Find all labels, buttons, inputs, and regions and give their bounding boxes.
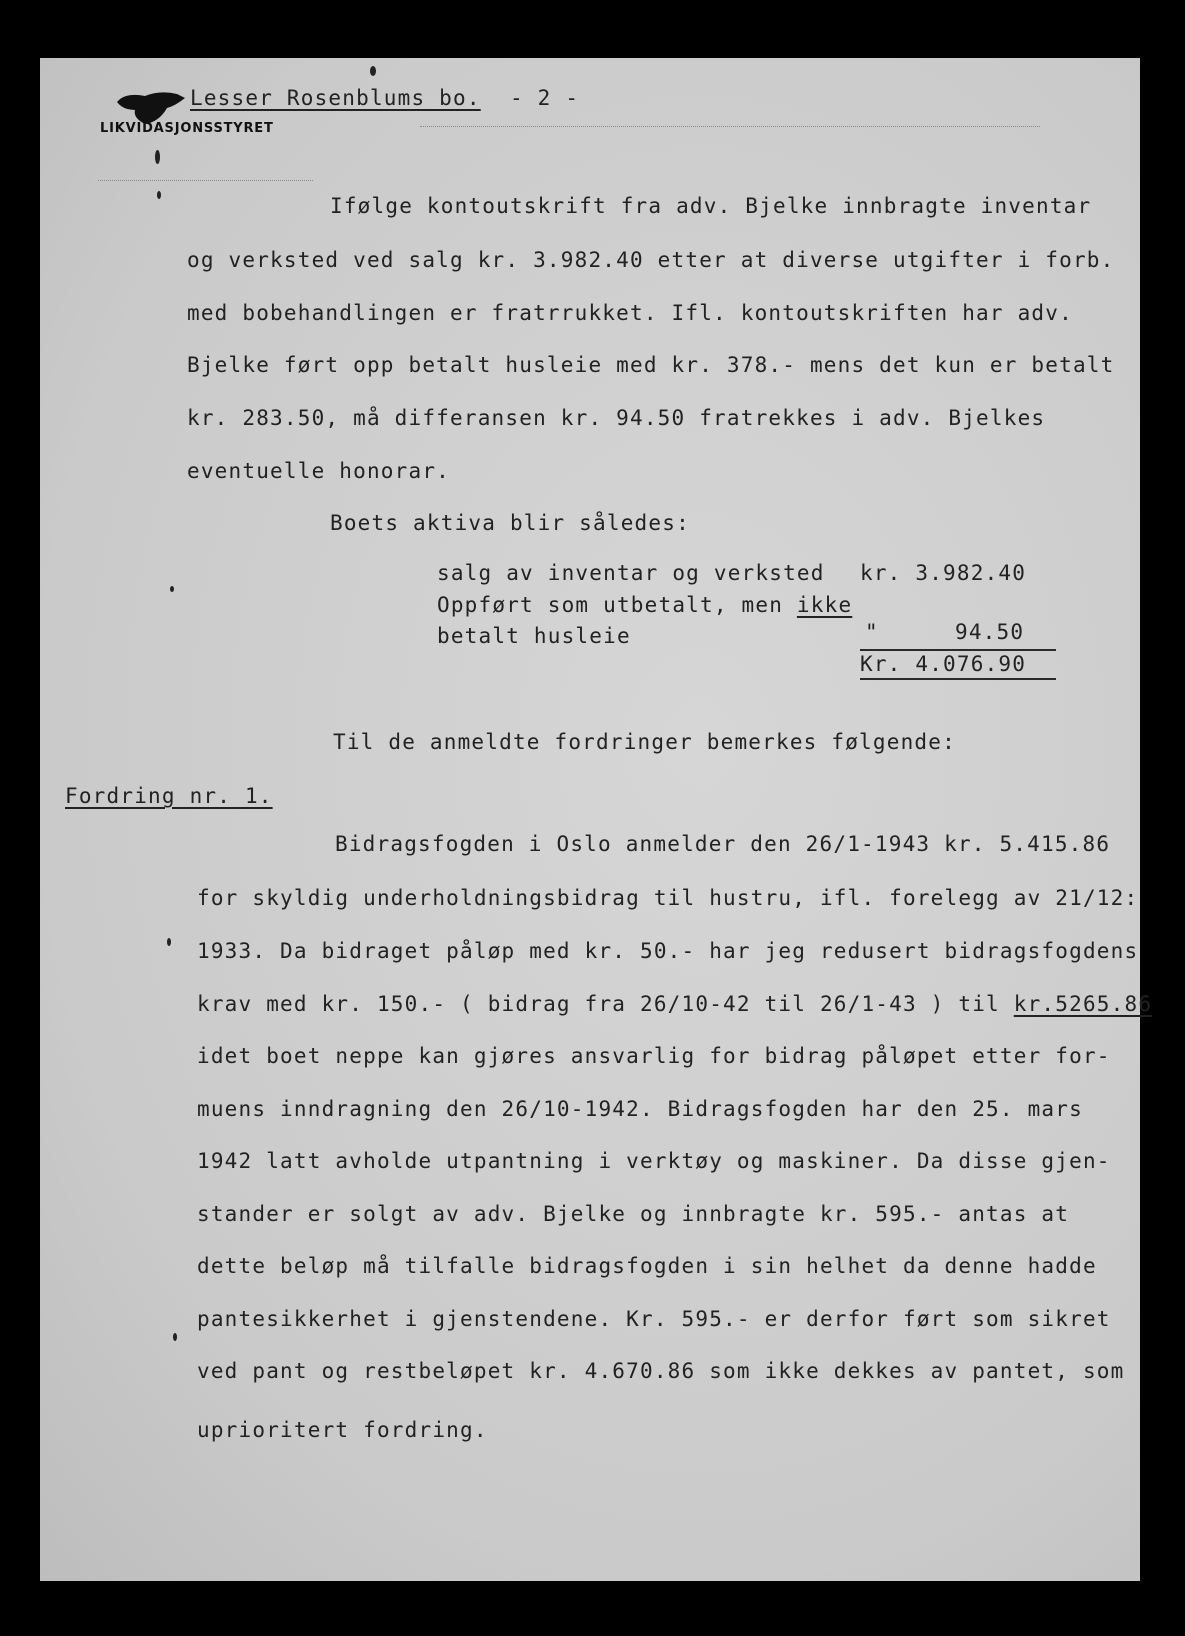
body-line: med bobehandlingen er fratrrukket. Ifl. kontoutskriften har adv. <box>187 301 1073 325</box>
body-line: Bidragsfogden i Oslo anmelder den 26/1-1943 kr. 5.415.86 <box>335 832 1111 856</box>
dotted-line <box>98 180 313 181</box>
asset-amount: 94.50 <box>955 620 1025 644</box>
scan-speck <box>173 1333 177 1341</box>
document-page <box>40 58 1153 1581</box>
ditto-mark: " <box>865 620 879 644</box>
page-number: - 2 - <box>510 86 580 110</box>
estate-title: Lesser Rosenblums bo. <box>190 86 481 110</box>
scan-speck <box>370 66 376 76</box>
dotted-line <box>420 126 1040 127</box>
claim-heading: Fordring nr. 1. <box>65 784 273 808</box>
scan-speck <box>170 586 174 592</box>
claims-intro: Til de anmeldte fordringer bemerkes følgende: <box>333 730 956 754</box>
scan-speck <box>155 150 160 164</box>
body-line: muens inndragning den 26/10-1942. Bidragsfogden har den 25. mars <box>197 1097 1083 1121</box>
body-line: 1942 latt avholde utpantning i verktøy og maskiner. Da disse gjen- <box>197 1149 1111 1173</box>
asset-amount: kr. 3.982.40 <box>860 561 1027 585</box>
asset-total: Kr. 4.076.90 <box>860 652 1027 676</box>
asset-label: Oppført som utbetalt, men ikke <box>437 593 853 617</box>
sum-rule <box>860 649 1056 651</box>
body-line: stander er solgt av adv. Bjelke og innbragte kr. 595.- antas at <box>197 1202 1070 1226</box>
assets-intro: Boets aktiva blir således: <box>330 511 690 535</box>
body-line: Bjelke ført opp betalt husleie med kr. 378.- mens det kun er betalt <box>187 353 1115 377</box>
body-line: dette beløp må tilfalle bidragsfogden i sin helhet da denne hadde <box>197 1254 1097 1278</box>
total-rule <box>860 678 1056 680</box>
org-name: LIKVIDASJONSSTYRET <box>100 121 274 136</box>
body-line: ved pant og restbeløpet kr. 4.670.86 som ikke dekkes av pantet, som <box>197 1359 1125 1383</box>
body-line: for skyldig underholdningsbidrag til hustru, ifl. forelegg av 21/12: <box>197 886 1139 910</box>
body-line: kr. 283.50, må differansen kr. 94.50 fratrekkes i adv. Bjelkes <box>187 406 1046 430</box>
body-line: og verksted ved salg kr. 3.982.40 etter at diverse utgifter i forb. <box>187 248 1115 272</box>
scan-speck <box>157 191 161 199</box>
body-line: krav med kr. 150.- ( bidrag fra 26/10-42 til 26/1-43 ) til kr.5265.86 <box>197 992 1153 1016</box>
asset-label: betalt husleie <box>437 624 631 648</box>
scan-speck <box>167 938 171 946</box>
body-line: Ifølge kontoutskrift fra adv. Bjelke innbragte inventar <box>330 194 1092 218</box>
asset-label: salg av inventar og verksted <box>437 561 825 585</box>
body-line: 1933. Da bidraget påløp med kr. 50.- har jeg redusert bidragsfogdens <box>197 939 1139 963</box>
body-line: idet boet neppe kan gjøres ansvarlig for bidrag påløpet etter for- <box>197 1044 1111 1068</box>
body-line: uprioritert fordring. <box>197 1418 488 1442</box>
body-line: eventuelle honorar. <box>187 459 451 483</box>
body-line: pantesikkerhet i gjenstendene. Kr. 595.- er derfor ført som sikret <box>197 1307 1111 1331</box>
